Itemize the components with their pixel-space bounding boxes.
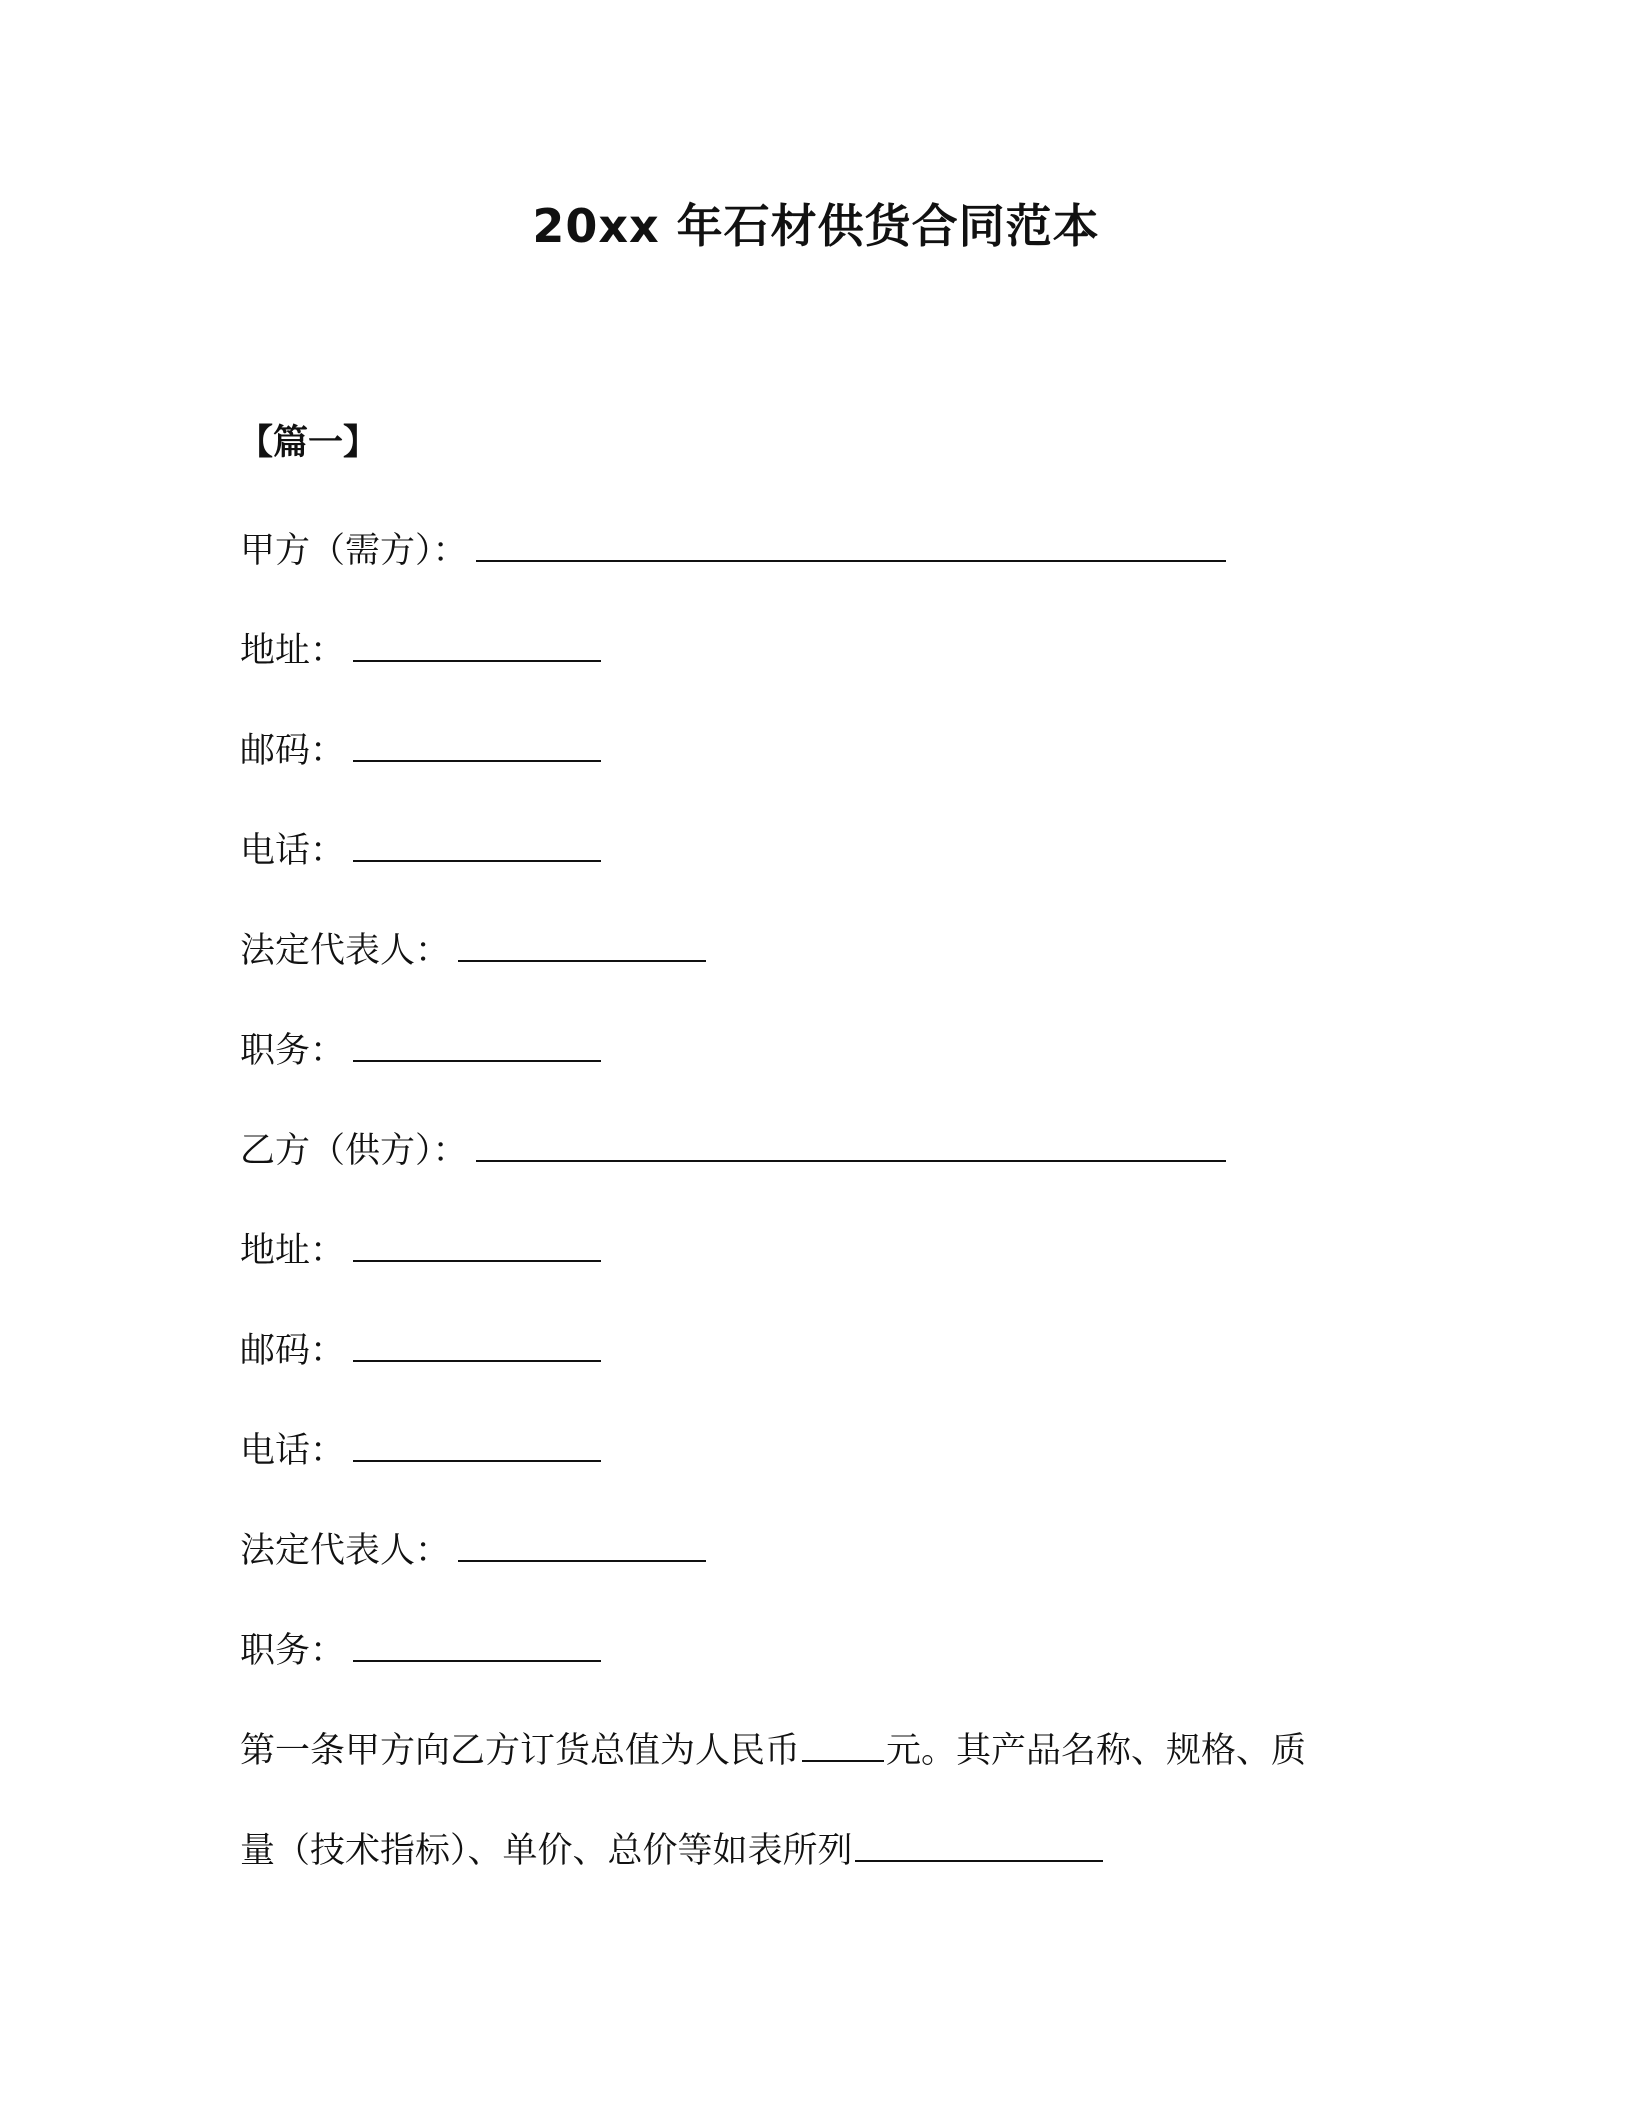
party-a-position-label: 职务： [240, 1031, 346, 1071]
party-a-postcode-label: 邮码： [240, 731, 346, 771]
party-a-address-label: 地址： [240, 631, 346, 671]
party-b-name-label: 乙方（供方）： [240, 1131, 468, 1171]
party-b-position-field [240, 1626, 601, 1676]
party-b-postcode-field [240, 1326, 601, 1376]
party-a-legal-rep-blank[interactable] [458, 926, 706, 962]
article1-table-blank[interactable] [855, 1826, 1103, 1862]
document-title: 20xx 年石材供货合同范本 [532, 199, 1100, 253]
section-label: 【篇一】 [238, 423, 379, 463]
party-b-address-label: 地址： [240, 1231, 346, 1271]
party-a-address-field [240, 626, 601, 676]
article1-text-line2: 量（技术指标）、单价、总价等如表所列 [240, 1831, 853, 1871]
party-b-phone-label: 电话： [240, 1431, 346, 1471]
party-a-phone-blank[interactable] [353, 826, 601, 862]
article1-line2 [240, 1826, 1103, 1876]
article1-text-after: 元。其产品名称、规格、质 [886, 1731, 1307, 1771]
party-a-phone-field [240, 826, 601, 876]
party-b-legal-rep-label: 法定代表人： [240, 1531, 451, 1571]
party-a-position-blank[interactable] [353, 1026, 601, 1062]
party-a-name-field [240, 526, 1226, 576]
party-b-address-blank[interactable] [353, 1226, 601, 1262]
article1-line1 [240, 1726, 1306, 1776]
party-b-legal-rep-blank[interactable] [458, 1526, 706, 1562]
party-a-address-blank[interactable] [353, 626, 601, 662]
party-b-name-field [240, 1126, 1226, 1176]
party-a-name-blank[interactable] [476, 526, 1226, 562]
party-b-phone-blank[interactable] [353, 1426, 601, 1462]
party-a-name-label: 甲方（需方）： [240, 531, 468, 571]
party-a-postcode-blank[interactable] [353, 726, 601, 762]
party-b-postcode-blank[interactable] [353, 1326, 601, 1362]
party-a-phone-label: 电话： [240, 831, 346, 871]
party-b-position-blank[interactable] [353, 1626, 601, 1662]
article1-text-before: 第一条甲方向乙方订货总值为人民币 [240, 1731, 801, 1771]
party-b-legal-rep-field [240, 1526, 706, 1576]
party-b-name-blank[interactable] [476, 1126, 1226, 1162]
party-a-postcode-field [240, 726, 601, 776]
party-a-legal-rep-field [240, 926, 706, 976]
party-b-position-label: 职务： [240, 1631, 346, 1671]
party-b-postcode-label: 邮码： [240, 1331, 346, 1371]
party-a-position-field [240, 1026, 601, 1076]
party-a-legal-rep-label: 法定代表人： [240, 931, 451, 971]
party-b-phone-field [240, 1426, 601, 1476]
article1-amount-blank[interactable] [802, 1726, 884, 1762]
party-b-address-field [240, 1226, 601, 1276]
